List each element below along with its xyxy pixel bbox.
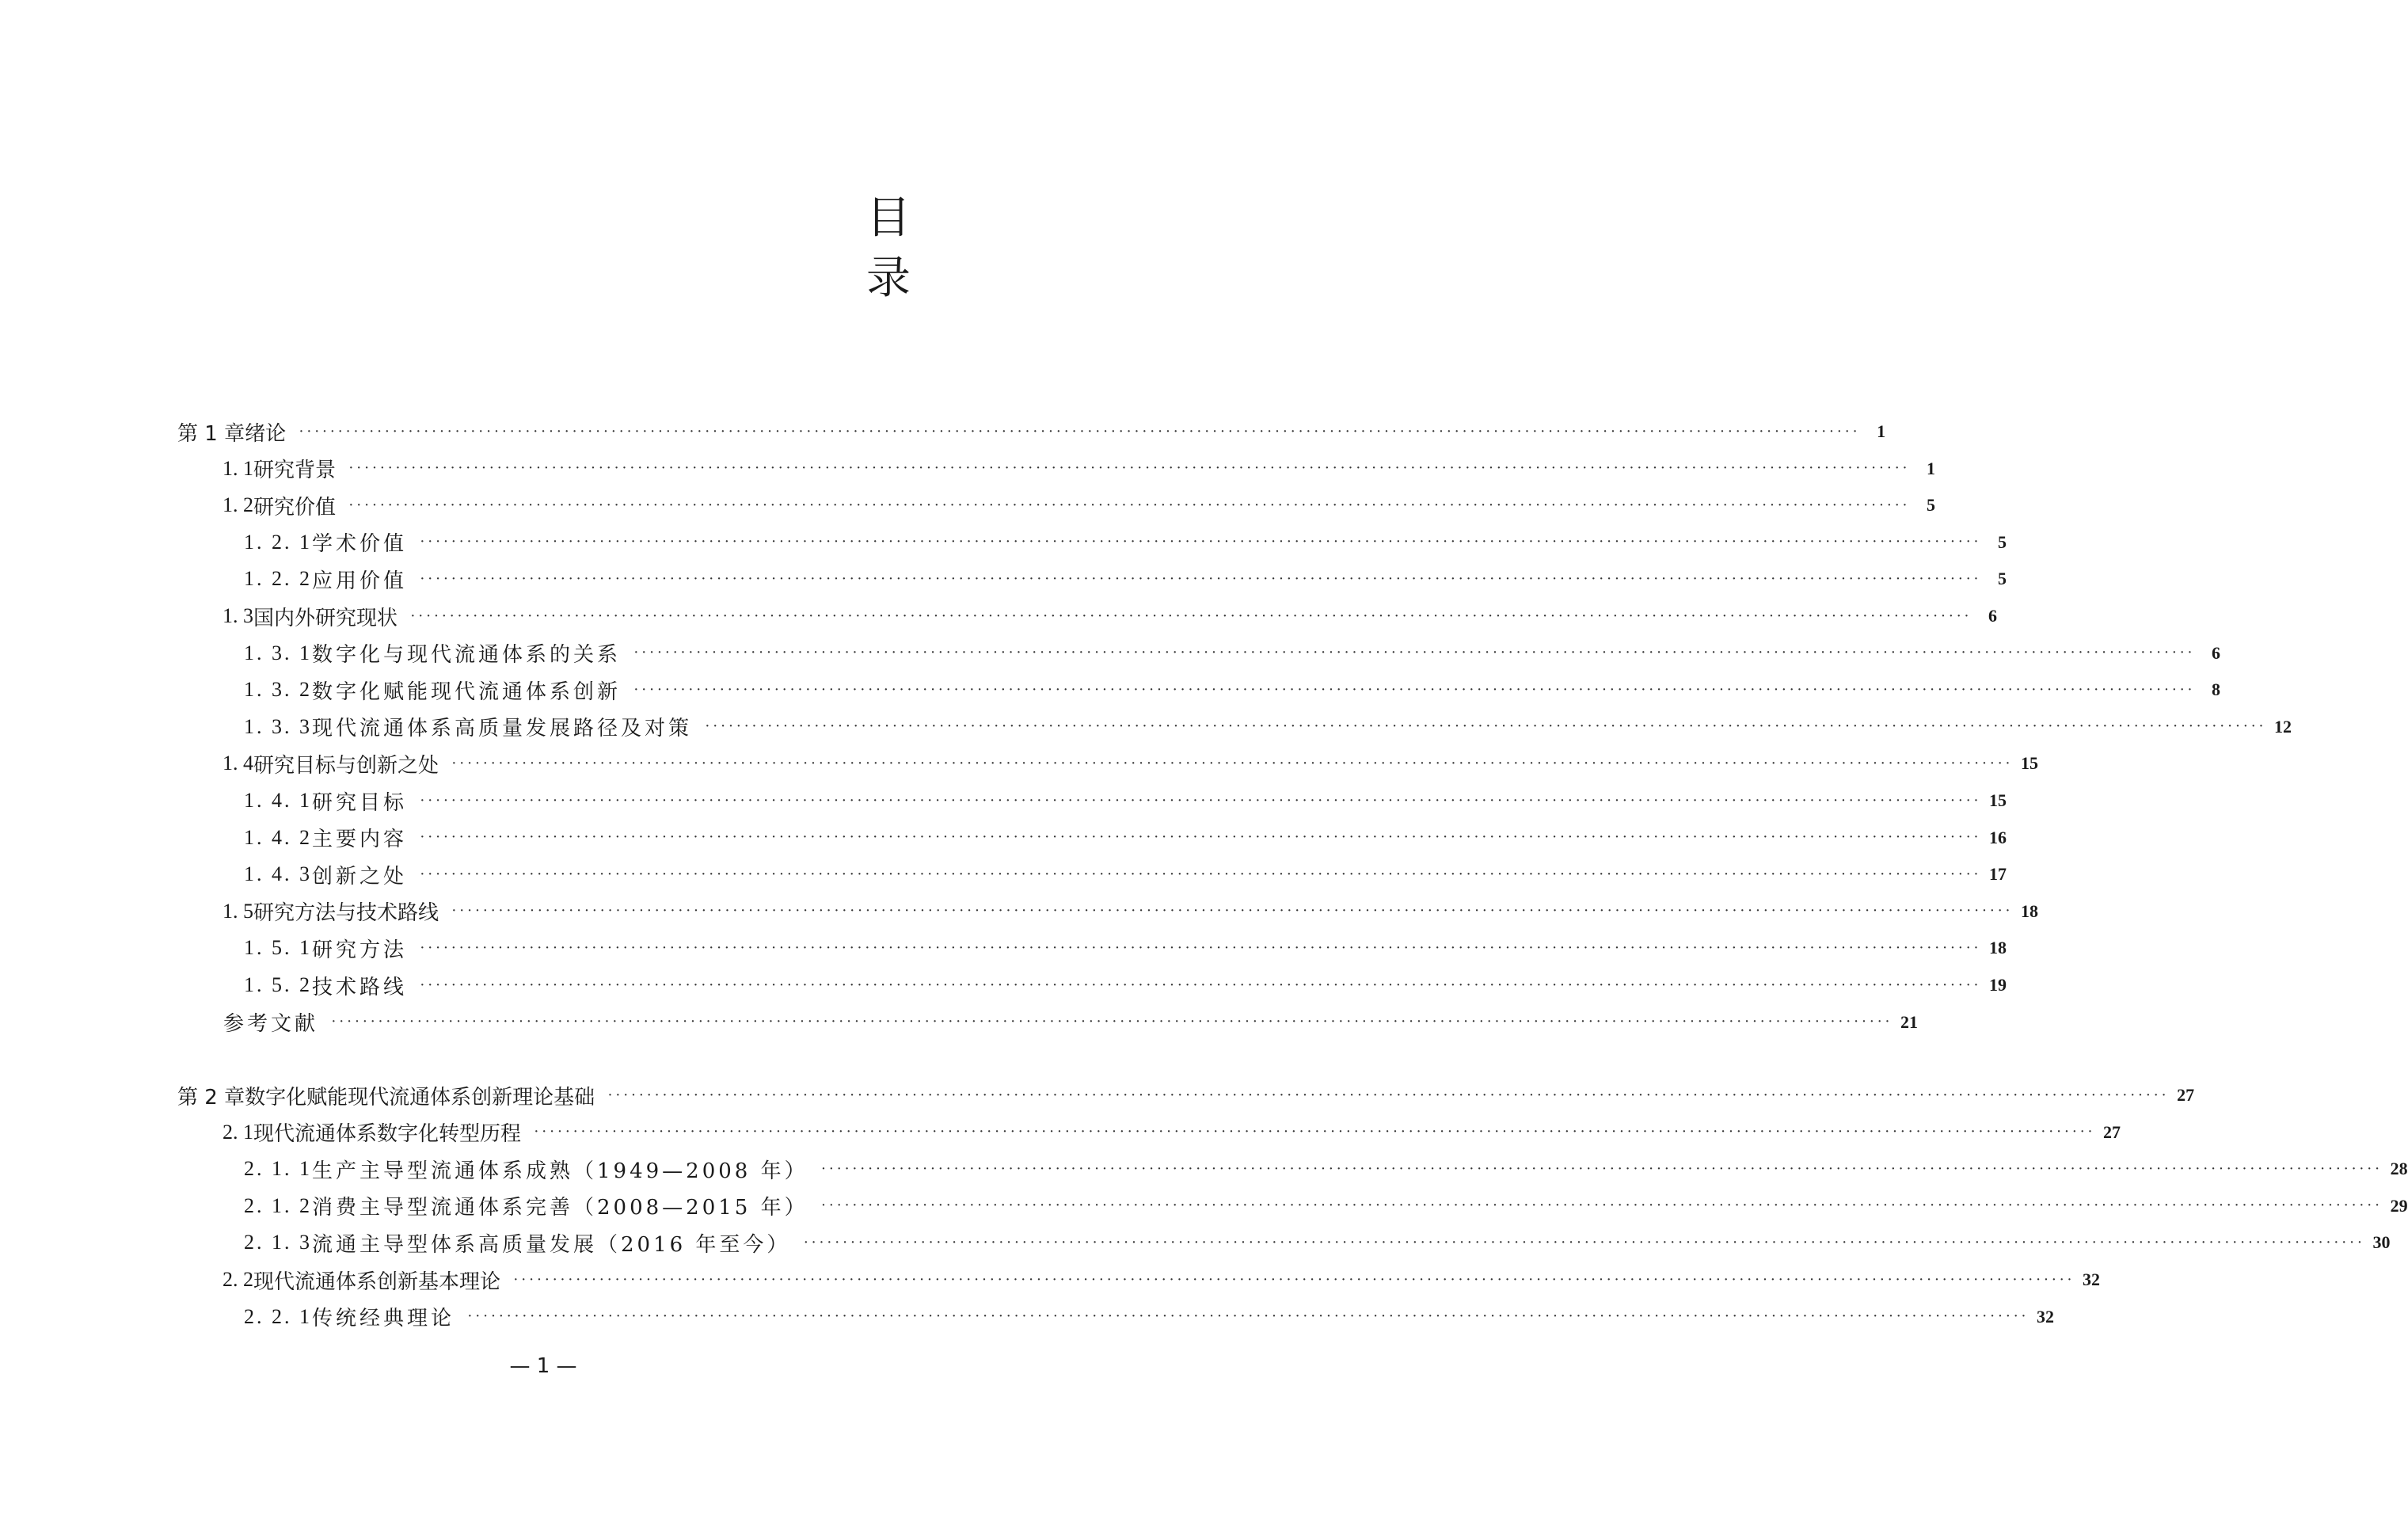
toc-entry-title: 技术路线 <box>312 975 408 999</box>
toc-section-entry[interactable] <box>244 1301 2055 1333</box>
toc-page-number: 15 <box>2021 753 2039 774</box>
toc-entry-number: 1. 4 <box>223 752 253 775</box>
toc-entry-number: 1. 5. 2 <box>244 973 312 996</box>
toc-page-number: 27 <box>2177 1085 2195 1105</box>
toc-entry-title: 数字化赋能现代流通体系创新 <box>312 679 622 704</box>
toc-section-entry[interactable] <box>244 858 2007 890</box>
toc-page-number: 27 <box>2103 1121 2121 1142</box>
toc-entry-number: 1. 5. 1 <box>244 936 312 960</box>
toc-page-number: 19 <box>1989 975 2007 995</box>
toc-section-entry[interactable] <box>244 1190 2408 1222</box>
toc-entry-number: 1. 3. 3 <box>244 714 312 738</box>
toc-entry-title: 研究目标 <box>312 790 408 815</box>
toc-entry-number: 2. 2. 1 <box>244 1304 312 1328</box>
toc-entry-title: 传统经典理论 <box>312 1307 455 1331</box>
dot-leader: ········································································································································································································ <box>348 459 1911 478</box>
dot-leader: ········································································································································································································ <box>420 791 1982 809</box>
dot-leader: ········································································································································································································ <box>410 607 1972 625</box>
toc-entry-number: 1. 3 <box>223 604 253 627</box>
dot-leader: ········································································································································································································ <box>451 902 2014 920</box>
dot-leader: ········································································································································································································ <box>803 1233 2365 1251</box>
toc-page-number: 5 <box>1927 495 1936 516</box>
toc-page-number: 30 <box>2372 1232 2391 1253</box>
dot-leader: ········································································································································································································ <box>420 865 1982 883</box>
toc-section-entry[interactable] <box>223 489 1936 521</box>
dot-leader: ········································································································································································································ <box>331 1013 1893 1031</box>
dot-leader: ········································································································································································································ <box>633 680 2196 698</box>
toc-entry-title: 研究目标与创新之处 <box>253 753 439 778</box>
toc-section-entry[interactable] <box>223 896 2039 927</box>
toc-entry-number: 2. 1 <box>223 1120 253 1144</box>
dot-leader: ········································································································································································································ <box>420 828 1982 847</box>
toc-page-number: 18 <box>2021 900 2039 921</box>
toc-entry-title: 现代流通体系创新基本理论 <box>253 1269 501 1294</box>
toc-title-char-1: 目 <box>866 192 911 244</box>
toc-entry-number: 2. 1. 2 <box>244 1193 312 1217</box>
toc-page-number: 15 <box>1989 790 2007 810</box>
toc-entry-title: 创新之处 <box>312 864 408 889</box>
toc-entry-number: 1. 2. 1 <box>244 530 312 554</box>
toc-page-number: 12 <box>2274 716 2292 737</box>
toc-entry-title: 研究方法 <box>312 938 408 962</box>
toc-entry-title: 流通主导型体系高质量发展（2016 年至今） <box>312 1232 791 1257</box>
dot-leader: ········································································································································································································ <box>705 718 2267 736</box>
dot-leader: ········································································································································································································ <box>467 1308 2029 1326</box>
toc-page-number: 6 <box>2212 642 2221 663</box>
toc-page-number: 5 <box>1998 569 2007 589</box>
toc-page-number: 32 <box>2037 1306 2055 1327</box>
toc-section-entry[interactable] <box>223 748 2039 779</box>
toc-page-number: 17 <box>1989 864 2007 885</box>
toc-page-number: 8 <box>2212 679 2221 700</box>
toc-entry-title: 研究价值 <box>253 495 337 520</box>
toc-entry-title: 研究背景 <box>253 459 337 483</box>
dot-leader: ········································································································································································································ <box>348 496 1911 514</box>
toc-entry-title: 现代流通体系高质量发展路径及对策 <box>312 717 693 741</box>
toc-page-number: 32 <box>2083 1269 2101 1289</box>
toc-entry-number: 1. 1 <box>223 456 253 480</box>
toc-entry-title: 现代流通体系数字化转型历程 <box>253 1122 522 1147</box>
toc-entry-title: 数字化与现代流通体系的关系 <box>312 643 622 668</box>
toc-entry-title: 主要内容 <box>312 828 408 852</box>
toc-entry-number: 1. 2. 2 <box>244 567 312 591</box>
dot-leader: ········································································································································································································ <box>633 644 2196 662</box>
dot-leader: ········································································································································································································ <box>420 976 1982 994</box>
toc-entry-number: 1. 2 <box>223 493 253 517</box>
toc-entry-number: 2. 2 <box>223 1268 253 1291</box>
toc-entry-number: 1. 4. 1 <box>244 789 312 812</box>
toc-entry-title: 绪论 <box>245 421 287 446</box>
toc-page-number: 5 <box>1998 531 2007 552</box>
dot-leader: ········································································································································································································ <box>420 569 1982 588</box>
dot-leader: ········································································································································································································ <box>420 938 1982 957</box>
dot-leader: ········································································································································································································ <box>451 754 2014 772</box>
toc-section-entry[interactable] <box>244 563 2007 595</box>
toc-entry-number: 2. 1. 3 <box>244 1231 312 1254</box>
toc-section-entry[interactable] <box>244 711 2292 743</box>
toc-section-entry[interactable] <box>223 1264 2101 1296</box>
toc-references-entry[interactable] <box>223 1007 1919 1038</box>
toc-chapter-entry[interactable] <box>177 1079 2195 1111</box>
toc-entry-number: 第 2 章 <box>177 1085 245 1110</box>
toc-entry-title: 消费主导型流通体系完善（2008—2015 年） <box>312 1196 808 1220</box>
toc-section-entry[interactable] <box>244 1227 2391 1258</box>
toc-entry-title: 国内外研究现状 <box>253 606 398 630</box>
toc-section-entry[interactable] <box>244 969 2007 1001</box>
toc-entry-title: 数字化赋能现代流通体系创新理论基础 <box>245 1085 595 1110</box>
toc-section-entry[interactable] <box>244 822 2007 854</box>
toc-section-entry[interactable] <box>223 453 1936 485</box>
dot-leader: ········································································································································································································ <box>420 533 1982 551</box>
toc-page-number: 18 <box>1989 938 2007 958</box>
toc-page-number: 28 <box>2390 1159 2408 1179</box>
toc-entry-number: 2. 1. 1 <box>244 1157 312 1181</box>
dot-leader: ········································································································································································································ <box>534 1123 2096 1141</box>
toc-entry-number: 1. 3. 2 <box>244 678 312 702</box>
toc-section-entry[interactable] <box>223 1117 2121 1148</box>
toc-section-entry[interactable] <box>223 600 1998 632</box>
toc-entry-title: 研究方法与技术路线 <box>253 901 439 926</box>
toc-page-number: 16 <box>1989 827 2007 847</box>
toc-entry-number: 1. 3. 1 <box>244 641 312 664</box>
dot-leader: ········································································································································································································ <box>513 1270 2075 1288</box>
dot-leader: ········································································································································································································ <box>820 1159 2383 1178</box>
toc-chapter-entry[interactable] <box>177 416 1886 447</box>
dot-leader: ········································································································································································································ <box>607 1086 2170 1104</box>
toc-page-number: 1 <box>1877 421 1886 441</box>
toc-section-entry[interactable] <box>244 1153 2408 1185</box>
toc-entry-title: 生产主导型流通体系成熟（1949—2008 年） <box>312 1159 808 1183</box>
toc-entry-number: 1. 4. 3 <box>244 862 312 886</box>
toc-entry-number: 1. 5 <box>223 899 253 923</box>
dot-leader: ········································································································································································································ <box>299 422 1861 440</box>
toc-section-entry[interactable] <box>244 785 2007 816</box>
toc-page-number: 29 <box>2390 1195 2408 1216</box>
toc-section-entry[interactable] <box>244 527 2007 558</box>
toc-entry-number: 第 1 章 <box>177 421 245 446</box>
dot-leader: ········································································································································································································ <box>820 1197 2383 1215</box>
toc-section-entry[interactable] <box>244 674 2221 706</box>
toc-title-char-2: 录 <box>866 253 911 304</box>
toc-page-number: 21 <box>1900 1011 1919 1032</box>
toc-section-entry[interactable] <box>244 638 2221 669</box>
toc-entry-title: 学术价值 <box>312 532 408 557</box>
toc-entry-number: 1. 4. 2 <box>244 825 312 849</box>
page-number-footer: — 1 — <box>509 1354 577 1378</box>
toc-entry-title: 参考文献 <box>223 1012 319 1037</box>
toc-page-number: 1 <box>1927 458 1936 478</box>
toc-entry-title: 应用价值 <box>312 569 408 593</box>
toc-page-number: 6 <box>1988 606 1998 626</box>
toc-section-entry[interactable] <box>244 932 2007 964</box>
